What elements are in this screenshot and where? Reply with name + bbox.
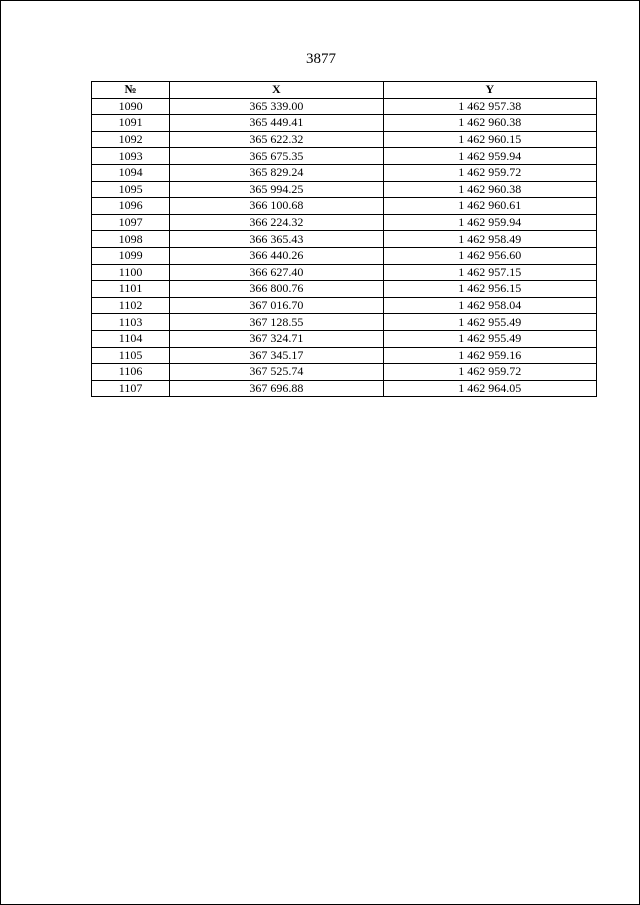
cell-number: 1092 [92,131,170,148]
table-row [92,115,597,132]
cell-number: 1093 [92,148,170,165]
cell-number: 1090 [92,98,170,115]
cell-y: 1 462 958.49 [383,231,596,248]
table-row [92,380,597,397]
table-row [92,330,597,347]
table-row [92,281,597,298]
cell-number: 1099 [92,247,170,264]
table-row [92,247,597,264]
cell-x: 366 800.76 [170,281,383,298]
cell-y: 1 462 960.38 [383,115,596,132]
table-row [92,164,597,181]
table-row [92,131,597,148]
cell-y: 1 462 959.94 [383,214,596,231]
table-body [92,98,597,397]
cell-number: 1098 [92,231,170,248]
cell-y: 1 462 957.38 [383,98,596,115]
table-row [92,231,597,248]
cell-y: 1 462 960.61 [383,198,596,215]
cell-x: 365 994.25 [170,181,383,198]
cell-x: 367 525.74 [170,364,383,381]
cell-y: 1 462 960.38 [383,181,596,198]
table-row [92,264,597,281]
page-number: 3877 [306,51,336,67]
cell-y: 1 462 959.94 [383,148,596,165]
table-row [92,364,597,381]
cell-y: 1 462 956.15 [383,281,596,298]
coordinates-table [91,81,597,397]
cell-x: 365 829.24 [170,164,383,181]
cell-number: 1105 [92,347,170,364]
table-row [92,98,597,115]
table-row [92,148,597,165]
cell-x: 367 696.88 [170,380,383,397]
cell-number: 1106 [92,364,170,381]
table-row [92,297,597,314]
cell-number: 1104 [92,330,170,347]
cell-y: 1 462 955.49 [383,314,596,331]
table-row [92,198,597,215]
cell-number: 1091 [92,115,170,132]
cell-number: 1100 [92,264,170,281]
cell-y: 1 462 958.04 [383,297,596,314]
cell-x: 365 675.35 [170,148,383,165]
table-row [92,214,597,231]
table-row [92,181,597,198]
header-x: X [170,82,383,99]
cell-number: 1094 [92,164,170,181]
table-row [92,314,597,331]
cell-number: 1097 [92,214,170,231]
header-number: № [92,82,170,99]
cell-x: 366 100.68 [170,198,383,215]
cell-y: 1 462 960.15 [383,131,596,148]
cell-y: 1 462 959.72 [383,364,596,381]
cell-x: 367 345.17 [170,347,383,364]
cell-y: 1 462 955.49 [383,330,596,347]
cell-x: 366 440.26 [170,247,383,264]
cell-x: 366 627.40 [170,264,383,281]
cell-number: 1107 [92,380,170,397]
cell-x: 367 016.70 [170,297,383,314]
cell-x: 365 622.32 [170,131,383,148]
cell-number: 1102 [92,297,170,314]
cell-y: 1 462 964.05 [383,380,596,397]
table-row [92,347,597,364]
header-y: Y [383,82,596,99]
cell-x: 367 128.55 [170,314,383,331]
table-header-row [92,82,597,99]
cell-y: 1 462 959.72 [383,164,596,181]
cell-number: 1096 [92,198,170,215]
cell-y: 1 462 957.15 [383,264,596,281]
cell-x: 365 339.00 [170,98,383,115]
cell-y: 1 462 959.16 [383,347,596,364]
cell-number: 1101 [92,281,170,298]
cell-x: 366 365.43 [170,231,383,248]
cell-y: 1 462 956.60 [383,247,596,264]
cell-number: 1103 [92,314,170,331]
cell-number: 1095 [92,181,170,198]
cell-x: 367 324.71 [170,330,383,347]
cell-x: 366 224.32 [170,214,383,231]
cell-x: 365 449.41 [170,115,383,132]
